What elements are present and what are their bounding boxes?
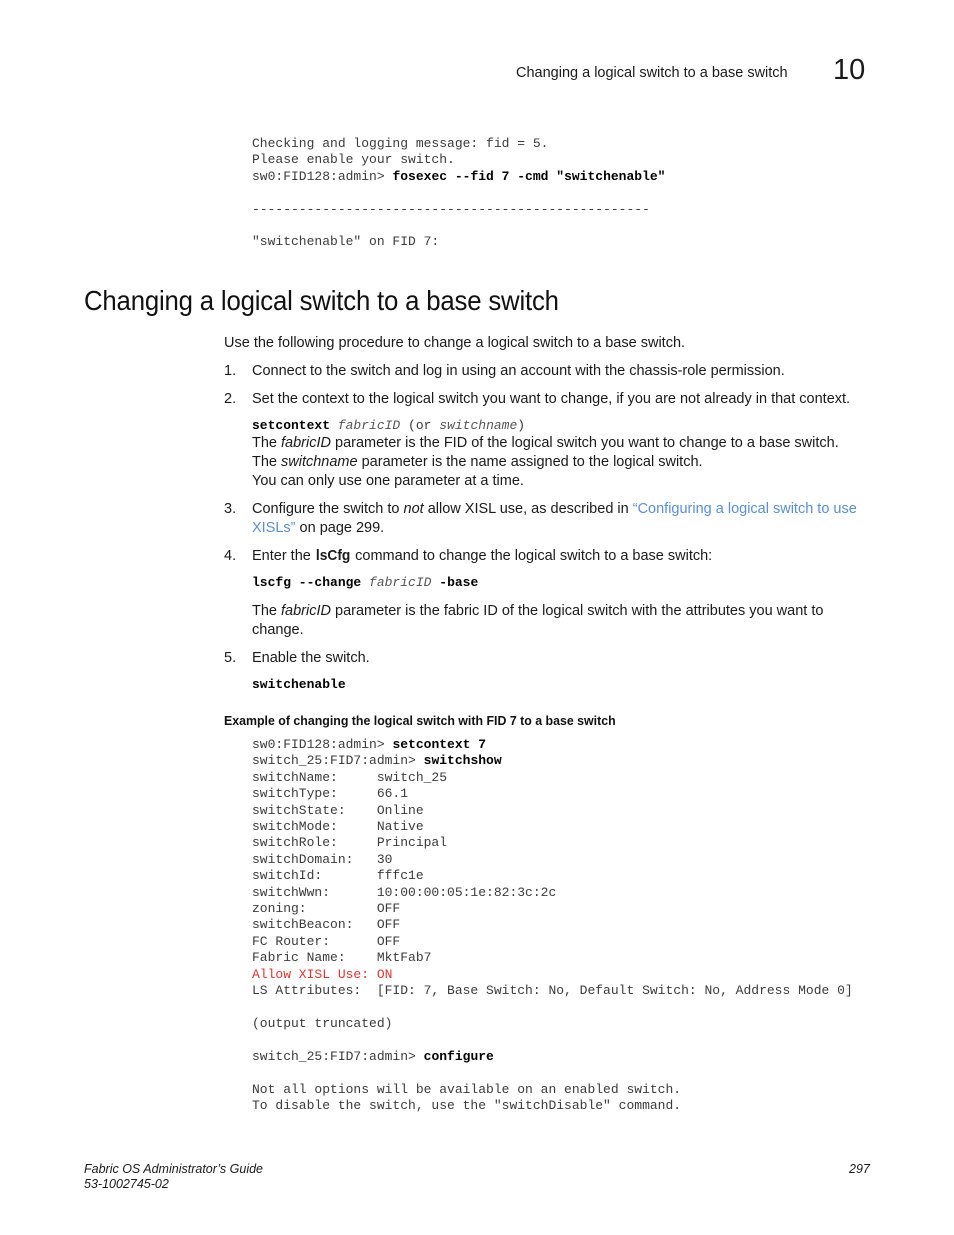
command-name: switchenable	[252, 677, 346, 692]
output-row: switchDomain: 30	[252, 851, 393, 867]
chapter-number: 10	[833, 54, 866, 86]
command-ref: lsCfg	[315, 548, 351, 564]
command-name: setcontext	[252, 418, 331, 433]
command-option: -base	[439, 575, 479, 590]
code-command: setcontext 7	[392, 737, 487, 752]
command-name: lscfg --change	[252, 575, 362, 590]
step-2-command	[252, 418, 525, 434]
footer-page-number: 297	[849, 1162, 870, 1176]
command-text: )	[517, 418, 526, 433]
intro-paragraph: Use the following procedure to change a logical switch to a base switch.	[224, 335, 686, 351]
running-header-title: Changing a logical switch to a base switch	[516, 65, 788, 81]
output-row: zoning: OFF	[252, 901, 401, 917]
output-row: switchRole: Principal	[252, 835, 448, 851]
footer-doc-number: 53-1002745-02	[84, 1177, 169, 1191]
output-row: To disable the switch, use the "switchDisable" command.	[252, 1097, 682, 1113]
code-line: Please enable your switch.	[252, 152, 455, 168]
code-line: "switchenable" on FID 7:	[252, 234, 440, 250]
output-row: switchWwn: 10:00:00:05:1e:82:3c:2c	[252, 884, 557, 900]
output-row: switchName: switch_25	[252, 769, 448, 785]
step-3-text: Configure the switch to not allow XISL use, as described in “Configuring a logical switch to use XISLs” on page 299.	[252, 501, 857, 536]
xref-link-configuring-xisls[interactable]: “Configuring a logical switch to use XISLs”	[252, 501, 857, 536]
output-row: switchState: Online	[252, 802, 424, 818]
output-row: switchType: 66.1	[252, 786, 409, 802]
command-arg: switchname	[439, 418, 518, 433]
code-block-example	[252, 737, 853, 1114]
step-5-text: Enable the switch.	[252, 650, 370, 666]
code-prompt: switch_25:FID7:admin>	[252, 1048, 424, 1064]
code-command: fosexec --fid 7 -cmd "switchenable"	[392, 168, 666, 184]
step-5-command	[252, 677, 346, 693]
output-row: FC Router: OFF	[252, 933, 401, 949]
output-truncated-note: (output truncated)	[252, 1015, 393, 1031]
step-1-text: Connect to the switch and log in using an account with the chassis-role permission.	[252, 363, 785, 379]
step-number: 2.	[224, 391, 237, 407]
step-number: 5.	[224, 650, 237, 666]
step-number: 4.	[224, 548, 237, 564]
step-2-param-desc	[252, 434, 872, 491]
command-text: (or	[400, 418, 440, 433]
code-separator: ---------------------------------------------------	[252, 201, 650, 217]
example-caption: Example of changing the logical switch with FID 7 to a base switch	[224, 713, 616, 728]
output-row: LS Attributes: [FID: 7, Base Switch: No, Default Switch: No, Address Mode 0]	[252, 983, 853, 999]
code-command: switchshow	[423, 753, 502, 769]
code-prompt: switch_25:FID7:admin>	[252, 753, 424, 769]
step-number: 1.	[224, 363, 237, 379]
output-row: switchBeacon: OFF	[252, 917, 401, 933]
step-number: 3.	[224, 501, 237, 517]
code-line: Checking and logging message: fid = 5.	[252, 136, 549, 151]
step-2-text: Set the context to the logical switch you want to change, if you are not already in that context.	[252, 391, 851, 407]
code-block-top	[252, 136, 665, 251]
output-row: Fabric Name: MktFab7	[252, 950, 432, 966]
param-line-1: The fabricID parameter is the FID of the logical switch you want to change to a base switch.	[252, 435, 839, 451]
step-4-text: Enter the lsCfg command to change the logical switch to a base switch:	[252, 548, 713, 564]
highlighted-output-row: Allow XISL Use: ON	[252, 966, 393, 982]
code-command: configure	[423, 1048, 494, 1064]
code-prompt: sw0:FID128:admin>	[252, 737, 393, 752]
command-arg: fabricID	[369, 575, 432, 590]
section-heading: Changing a logical switch to a base switch	[84, 285, 559, 316]
output-row: Not all options will be available on an enabled switch.	[252, 1081, 682, 1097]
output-row: switchId: fffc1e	[252, 868, 424, 884]
step-4-param-desc: The fabricID parameter is the fabric ID of the logical switch with the attributes you want to change.	[252, 603, 824, 638]
param-line-2: The switchname parameter is the name assigned to the logical switch.	[252, 454, 703, 470]
footer-guide-title: Fabric OS Administrator’s Guide	[84, 1162, 263, 1176]
param-line-3: You can only use one parameter at a time.	[252, 473, 524, 489]
code-prompt: sw0:FID128:admin>	[252, 168, 393, 184]
output-row: switchMode: Native	[252, 819, 424, 835]
command-arg: fabricID	[337, 418, 401, 433]
step-4-command	[252, 575, 478, 591]
